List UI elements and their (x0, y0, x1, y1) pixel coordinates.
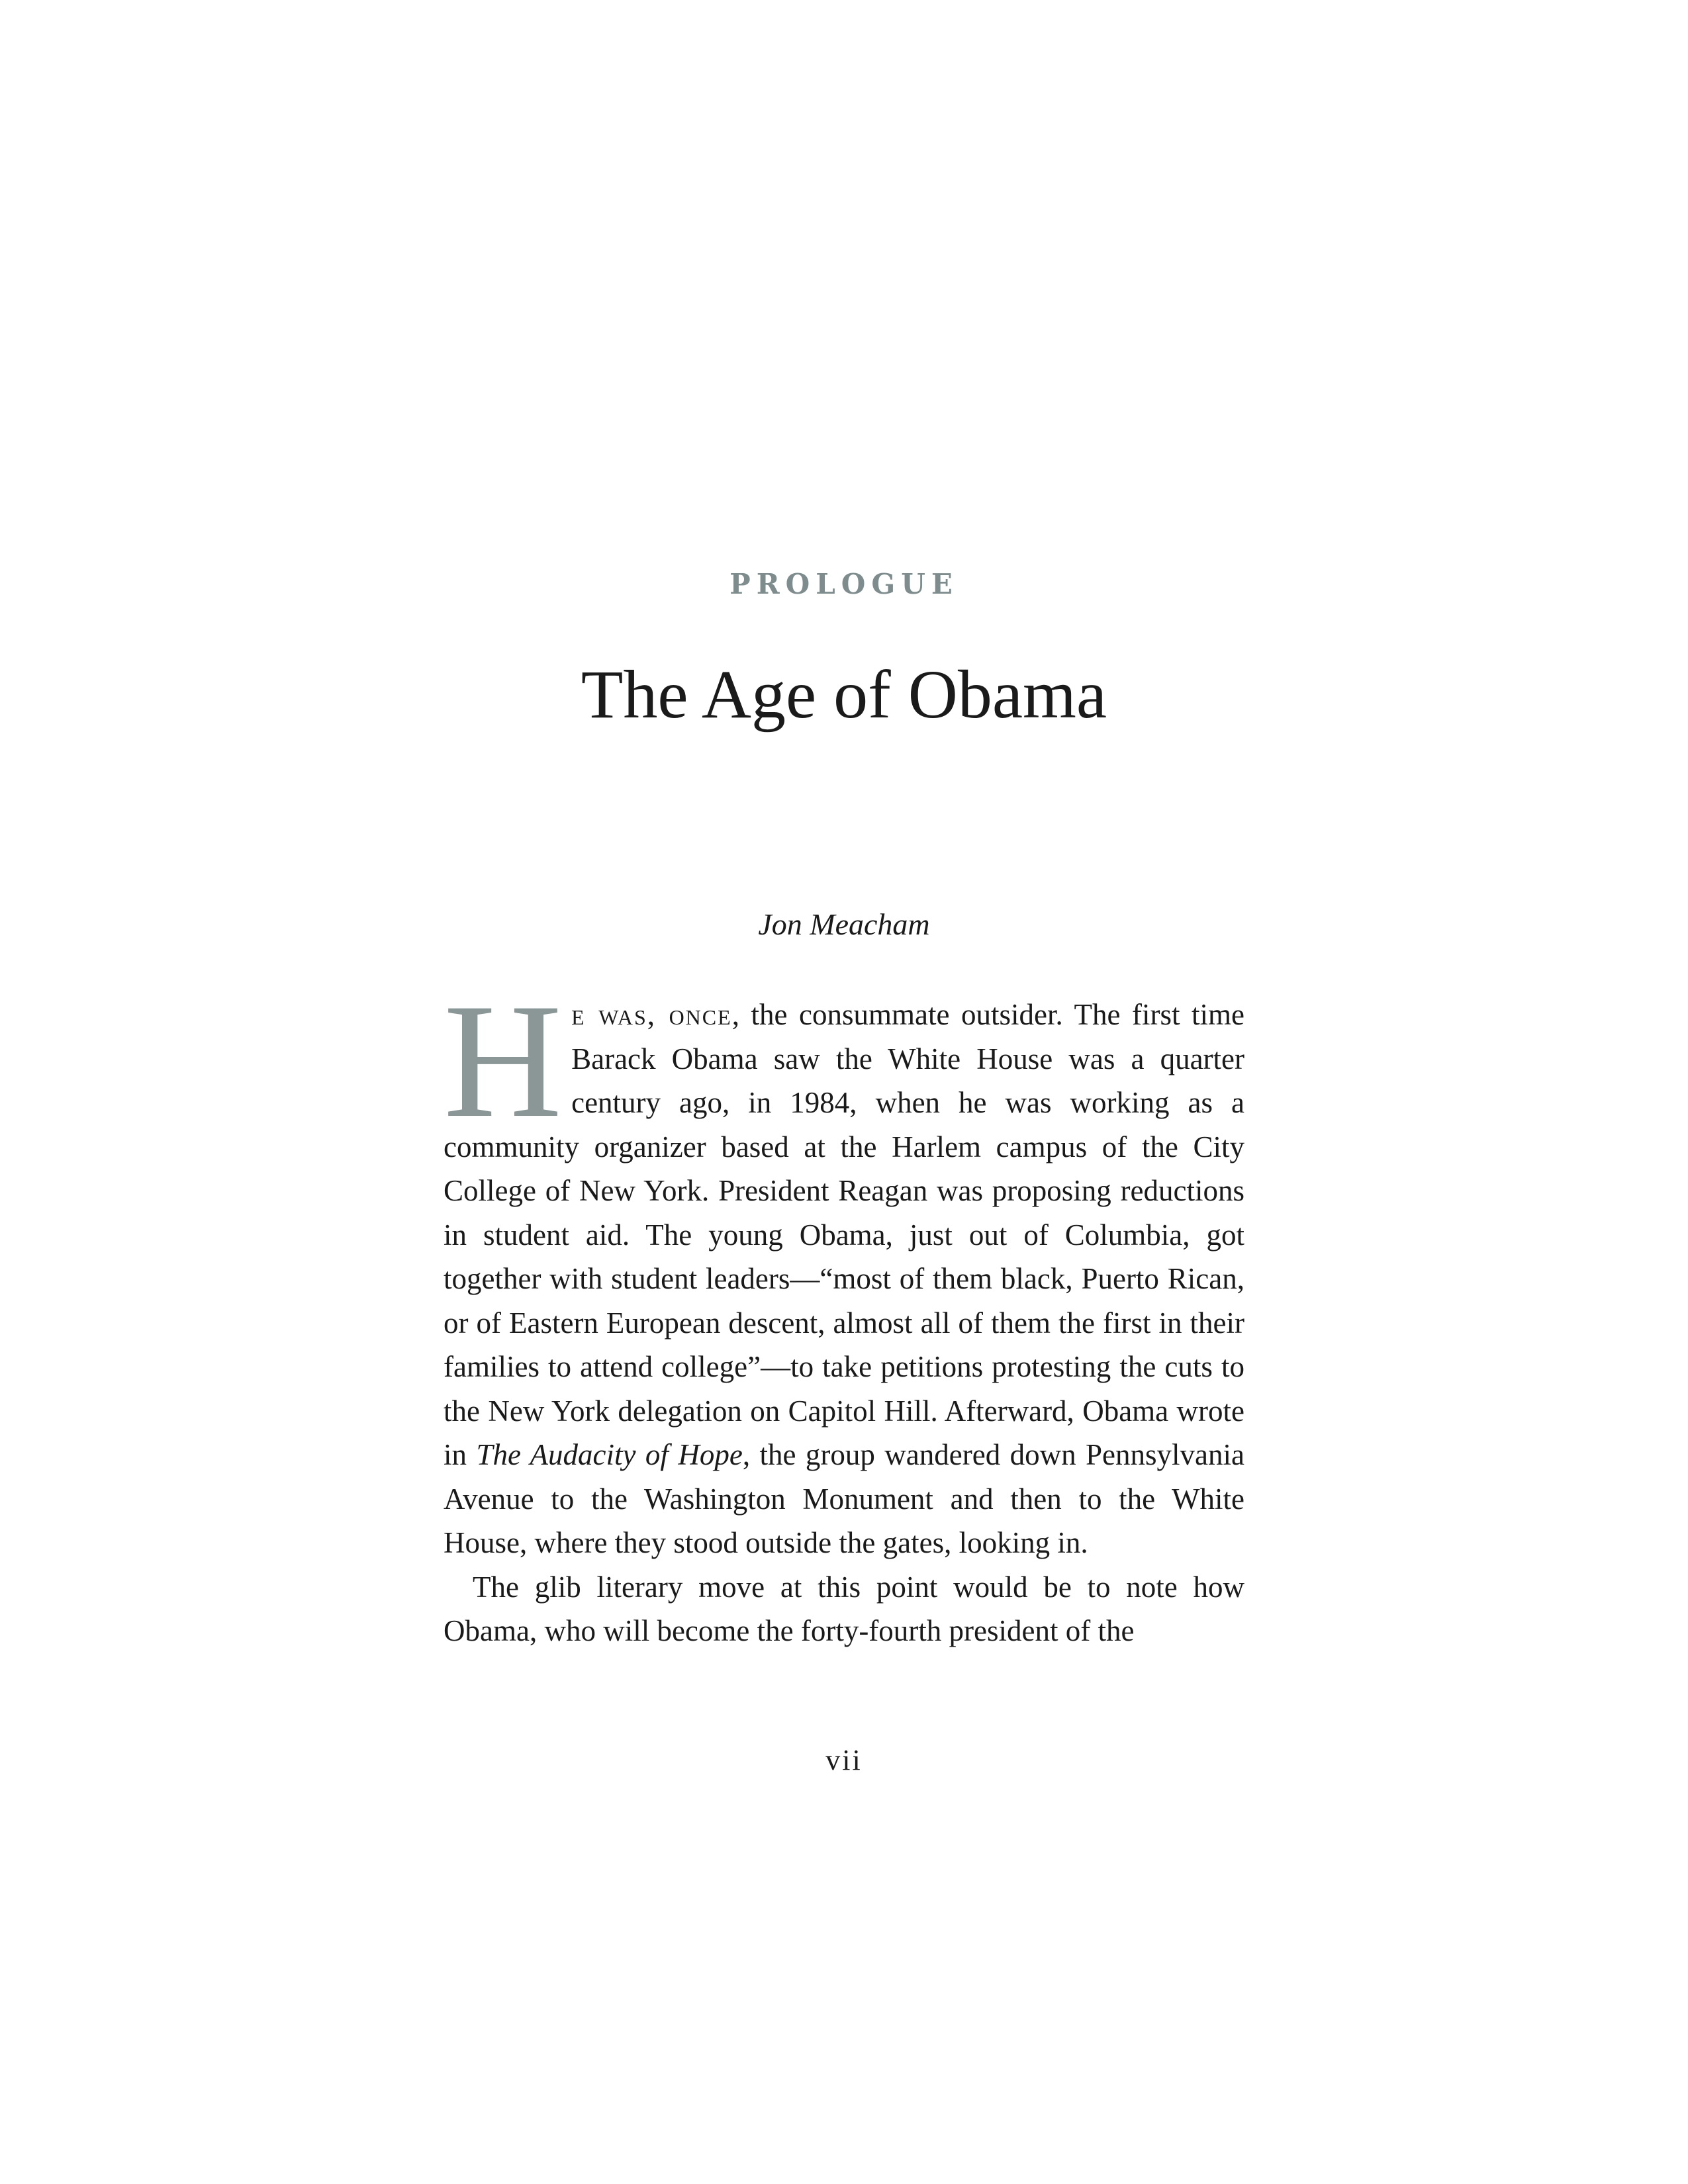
book-title: The Audacity of Hope (476, 1438, 743, 1471)
chapter-title: The Age of Obama (581, 657, 1107, 733)
paragraph-1 (444, 970, 1245, 1565)
drop-cap: H (444, 970, 563, 1152)
paragraph-1-text-a: , the consummate outsider. The first time Barack Obama saw the White House was a quarter century ago, in 1984, when he was working as a community organizer based at the Harlem campus of the City College of New York. President Reagan was proposing reductions in student aid. The young Obama, just out of Columbia, got together with student leaders—“most of them black, Puerto Rican, or of Eastern European descent, almost all of them the first in their families to attend college”—to take petitions protesting the cuts to the New York delegation on Capitol Hill. Afterward, Obama wrote in (444, 998, 1245, 1471)
page-number: vii (825, 1744, 863, 1776)
body-text (444, 970, 1245, 1653)
opening-small-caps: e was, once (571, 998, 732, 1031)
author-byline: Jon Meacham (758, 907, 930, 941)
section-label: PROLOGUE (729, 568, 959, 600)
paragraph-1-text-b: , the group wandered down Pennsylvania Avenue to the Washington Monument and then to the White House, where they stood outside the gates, looking in. (444, 1438, 1244, 1559)
paragraph-2: The glib literary move at this point would be to note how Obama, who will become the forty-fourth president of the (444, 1570, 1244, 1647)
